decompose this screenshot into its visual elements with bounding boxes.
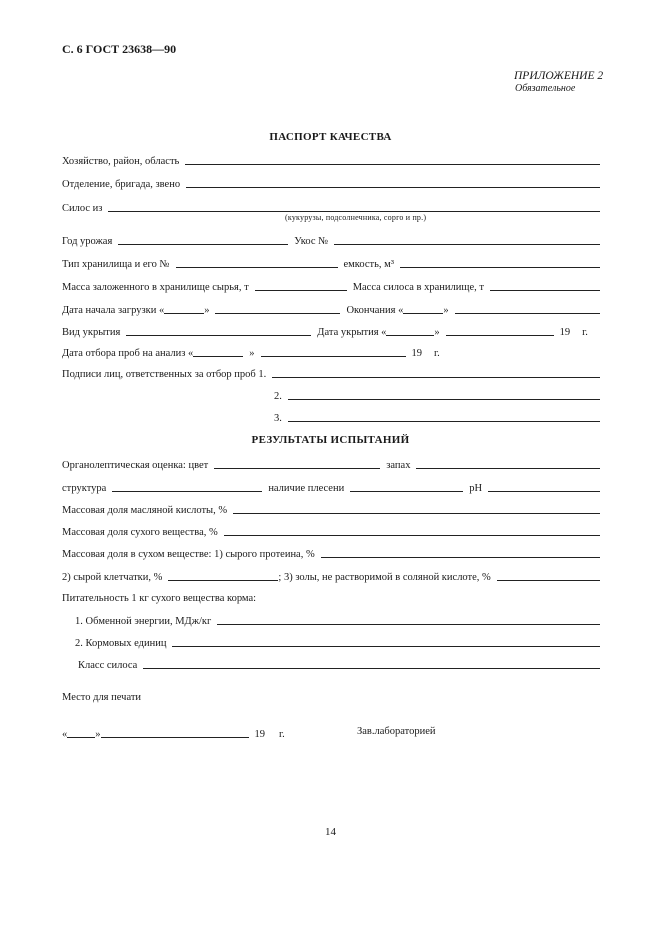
stamp-place: Место для печати [62, 692, 142, 703]
silage-from-field[interactable] [108, 211, 600, 212]
load-start-day-field[interactable] [164, 313, 204, 314]
sample-year-suffix: г. [434, 348, 440, 359]
signature-3-row [274, 410, 600, 424]
butyric-field[interactable] [233, 513, 600, 514]
capacity-label: емкость, м³ [343, 259, 394, 270]
cover-year-prefix: 19 [559, 327, 571, 338]
ph-label: pH [469, 483, 483, 494]
dry-matter-label: Массовая доля сухого вещества, % [62, 527, 218, 538]
capacity-field[interactable] [400, 267, 600, 268]
document-header: С. 6 ГОСТ 23638—90 [62, 42, 177, 56]
ph-field[interactable] [488, 491, 600, 492]
sample-year-prefix: 19 [411, 348, 423, 359]
harvest-year-label: Год урожая [62, 236, 113, 247]
ash-label: ; 3) золы, не растворимой в соляной кислоте, % [278, 572, 491, 583]
storage-row [62, 256, 600, 270]
feed-units-label: 2. Кормовых единиц [75, 638, 167, 649]
silage-from-row [62, 200, 600, 214]
nutrition-label: Питательность 1 кг сухого вещества корма: [62, 593, 257, 604]
butyric-label: Массовая доля масляной кислоты, % [62, 505, 228, 516]
cover-date-label: Дата укрытия « [317, 327, 387, 338]
sample-date-label: Дата отбора проб на анализ « [62, 348, 194, 359]
mold-label: наличие плесени [268, 483, 345, 494]
protein-label: Массовая доля в сухом веществе: 1) сырого протеина, % [62, 549, 315, 560]
silage-note: (кукурузы, подсолнечника, сорго и пр.) [285, 213, 427, 222]
protein-field[interactable] [321, 557, 600, 558]
cover-date-field[interactable] [446, 335, 554, 336]
footer-date-close: » [95, 729, 101, 740]
load-end-label: Окончания « [346, 305, 404, 316]
farm-label: Хозяйство, район, область [62, 156, 180, 167]
harvest-row [62, 233, 600, 247]
mold-field[interactable] [350, 491, 463, 492]
raw-mass-field[interactable] [255, 290, 347, 291]
cover-type-label: Вид укрытия [62, 327, 121, 338]
appendix-title: ПРИЛОЖЕНИЕ 2 [514, 70, 604, 82]
smell-field[interactable] [416, 468, 600, 469]
load-end-quote: » [443, 305, 449, 316]
sample-date-field[interactable] [261, 356, 406, 357]
fiber-ash-row [62, 569, 600, 583]
structure-row [62, 480, 600, 494]
dry-matter-row [62, 524, 600, 538]
mowing-label: Укос № [294, 236, 329, 247]
footer-year-prefix: 19 [254, 729, 265, 740]
smell-label: запах [386, 460, 411, 471]
signature-3-field[interactable] [288, 421, 600, 422]
department-field[interactable] [186, 187, 600, 188]
structure-label: структура [62, 483, 107, 494]
energy-label: 1. Обменной энергии, МДж/кг [75, 616, 212, 627]
sample-date-quote: » [249, 348, 255, 359]
footer-date-open: « [62, 729, 68, 740]
butyric-row [62, 502, 600, 516]
organoleptic-row [62, 457, 600, 471]
feed-units-field[interactable] [172, 646, 600, 647]
load-start-label: Дата начала загрузки « [62, 305, 165, 316]
cover-type-field[interactable] [126, 335, 311, 336]
results-title: РЕЗУЛЬТАТЫ ИСПЫТАНИЙ [251, 434, 410, 446]
load-end-field[interactable] [455, 313, 600, 314]
cover-row [62, 324, 600, 338]
organoleptic-label: Органолептическая оценка: цвет [62, 460, 209, 471]
load-start-field[interactable] [215, 313, 340, 314]
structure-field[interactable] [112, 491, 262, 492]
signature-2-field[interactable] [288, 399, 600, 400]
silage-mass-field[interactable] [490, 290, 600, 291]
farm-row [62, 153, 600, 167]
page-number: 14 [325, 826, 336, 838]
silage-class-field[interactable] [143, 668, 600, 669]
farm-field[interactable] [185, 164, 600, 165]
storage-type-field[interactable] [176, 267, 338, 268]
cover-date-day-field[interactable] [386, 335, 434, 336]
silage-mass-label: Масса силоса в хранилище, т [352, 282, 484, 293]
cover-year-suffix: г. [582, 327, 588, 338]
storage-type-label: Тип хранилища и его № [62, 259, 170, 270]
raw-mass-label: Масса заложенного в хранилище сырья, т [62, 282, 249, 293]
signature-2-label: 2. [274, 391, 282, 402]
loading-row [62, 302, 600, 316]
cover-date-quote: » [434, 327, 440, 338]
department-label: Отделение, бригада, звено [62, 179, 181, 190]
energy-field[interactable] [217, 624, 600, 625]
load-end-day-field[interactable] [403, 313, 443, 314]
load-start-quote: » [204, 305, 210, 316]
lab-head-label: Зав.лабораторией [357, 726, 436, 737]
sample-date-day-field[interactable] [193, 356, 243, 357]
mass-row [62, 279, 600, 293]
signature-3-label: 3. [274, 413, 282, 424]
ash-field[interactable] [497, 580, 600, 581]
protein-row [62, 546, 600, 560]
silage-class-row [78, 657, 600, 671]
color-field[interactable] [214, 468, 380, 469]
harvest-year-field[interactable] [118, 244, 288, 245]
silage-from-label: Силос из [62, 203, 103, 214]
silage-class-label: Класс силоса [78, 660, 138, 671]
signature-2-row [274, 388, 600, 402]
footer-day-field[interactable] [67, 737, 95, 738]
footer-year-suffix: г. [279, 729, 285, 740]
sample-row [62, 345, 600, 359]
signature-1-field[interactable] [272, 377, 600, 378]
signatures-row [62, 366, 600, 380]
footer-date-field[interactable] [101, 737, 249, 738]
signatures-label: Подписи лиц, ответственных за отбор проб 1. [62, 369, 267, 380]
mowing-field[interactable] [334, 244, 600, 245]
passport-title: ПАСПОРТ КАЧЕСТВА [269, 131, 392, 143]
fiber-field[interactable] [168, 580, 278, 581]
department-row [62, 176, 600, 190]
fiber-label: 2) сырой клетчатки, % [62, 572, 163, 583]
feed-units-row [75, 635, 600, 649]
dry-matter-field[interactable] [224, 535, 600, 536]
footer-date-row [62, 726, 312, 740]
nutrition-row [62, 590, 600, 604]
energy-row [75, 613, 600, 627]
appendix-status: Обязательное [515, 83, 576, 94]
